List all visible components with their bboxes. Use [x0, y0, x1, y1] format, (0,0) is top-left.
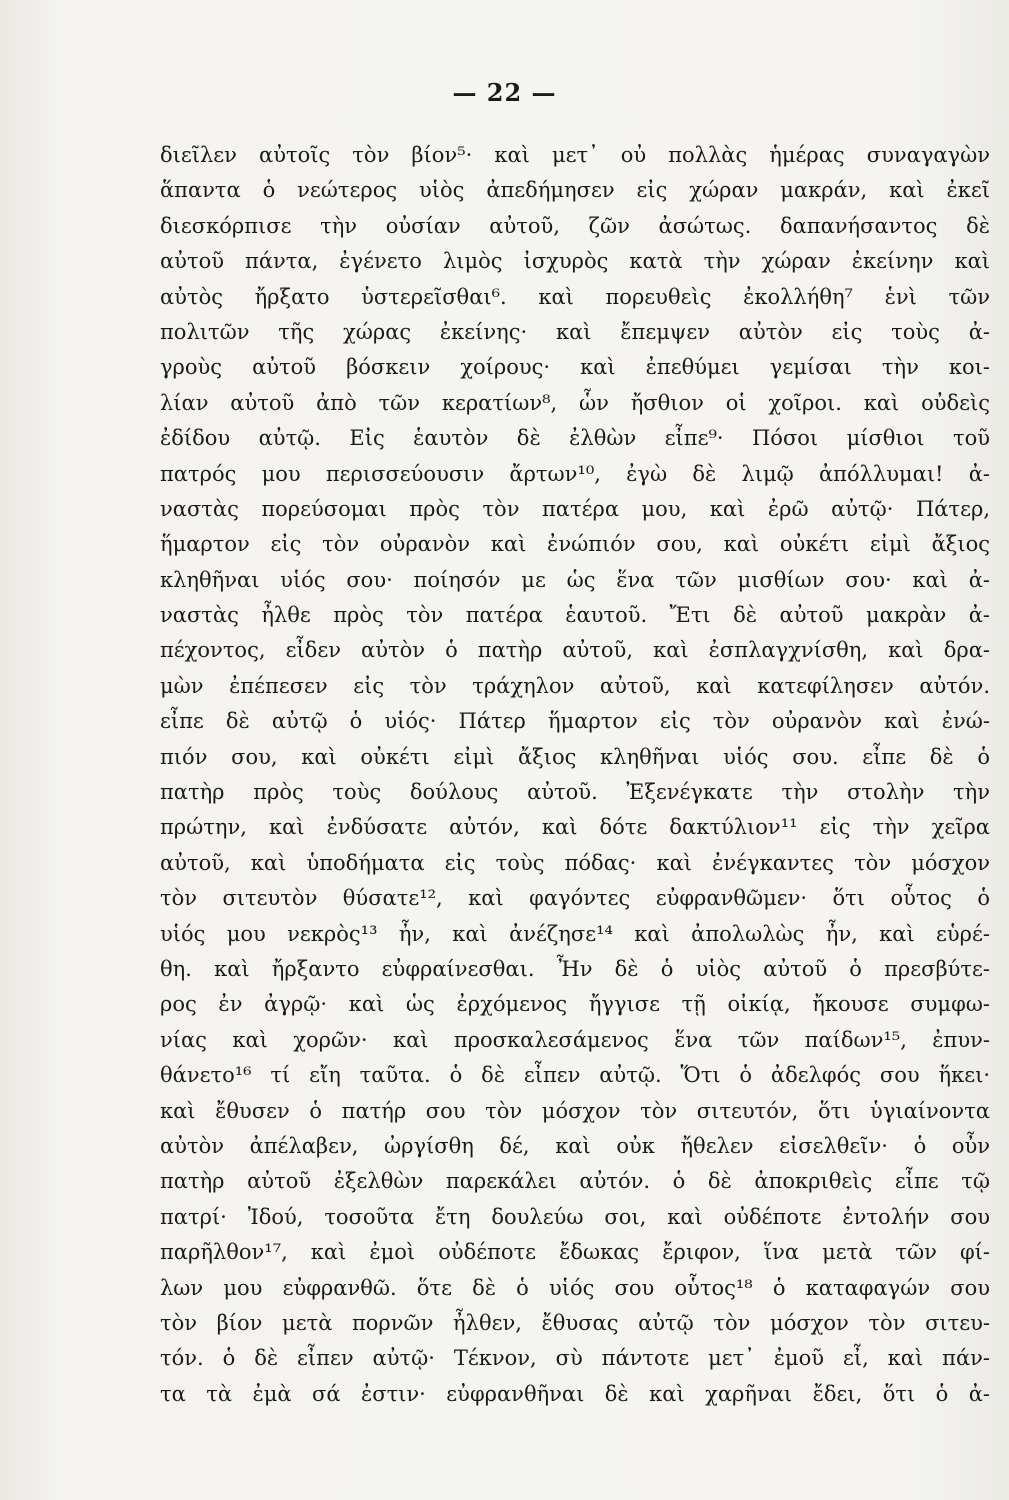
text-line: αὐτὸς ἤρξατο ὑστερεῖσθαι⁶. καὶ πορευθεὶς ἐκολλήθη⁷ ἑνὶ τῶν	[160, 284, 990, 309]
text-line: ἥμαρτον εἰς τὸν οὐρανὸν καὶ ἐνώπιόν σου, καὶ οὐκέτι εἰμὶ ἄξιος	[160, 532, 990, 557]
text-line: λων μου εὐφρανθῶ. ὅτε δὲ ὁ υἱός σου οὗτος¹⁸ ὁ καταφαγών σου	[160, 1275, 990, 1300]
text-line: πιόν σου, καὶ οὐκέτι εἰμὶ ἄξιος κληθῆναι υἱός σου. εἶπε δὲ ὁ	[160, 744, 990, 769]
text-line: υἱός μου νεκρὸς¹³ ἦν, καὶ ἀνέζησε¹⁴ καὶ ἀπολωλὼς ἦν, καὶ εὑρέ-	[160, 921, 990, 946]
text-line: τόν. ὁ δὲ εἶπεν αὐτῷ· Τέκνον, σὺ πάντοτε μετ᾽ ἐμοῦ εἶ, καὶ πάν-	[160, 1346, 990, 1371]
text-line: τὸν βίον μετὰ πορνῶν ἦλθεν, ἔθυσας αὐτῷ τὸν μόσχον τὸν σιτευ-	[160, 1310, 990, 1335]
text-line: πρώτην, καὶ ἐνδύσατε αὐτόν, καὶ δότε δακτύλιον¹¹ εἰς τὴν χεῖρα	[160, 815, 990, 840]
text-line: πατὴρ αὐτοῦ ἐξελθὼν παρεκάλει αὐτόν. ὁ δὲ ἀποκριθεὶς εἶπε τῷ	[160, 1169, 990, 1194]
text-line: τὸν σιτευτὸν θύσατε¹², καὶ φαγόντες εὐφρανθῶμεν· ὅτι οὗτος ὁ	[160, 886, 990, 911]
text-line: αὐτοῦ πάντα, ἐγένετο λιμὸς ἰσχυρὸς κατὰ τὴν χώραν ἐκείνην καὶ	[160, 249, 990, 274]
text-line: πατρός μου περισσεύουσιν ἄρτων¹⁰, ἐγὼ δὲ λιμῷ ἀπόλλυμαι! ἀ-	[160, 461, 990, 486]
text-line: ναστὰς ἦλθε πρὸς τὸν πατέρα ἑαυτοῦ. Ἔτι δὲ αὐτοῦ μακρὰν ἀ-	[160, 603, 990, 628]
text-line: αὐτὸν ἀπέλαβεν, ὠργίσθη δέ, καὶ οὐκ ἤθελεν εἰσελθεῖν· ὁ οὖν	[160, 1133, 990, 1158]
body-text	[160, 138, 990, 1412]
text-line: καὶ ἔθυσεν ὁ πατήρ σου τὸν μόσχον τὸν σιτευτόν, ὅτι ὑγιαίνοντα	[160, 1098, 990, 1123]
text-line: ναστὰς πορεύσομαι πρὸς τὸν πατέρα μου, καὶ ἐρῶ αὐτῷ· Πάτερ,	[160, 496, 990, 521]
text-line: διεσκόρπισε τὴν οὐσίαν αὐτοῦ, ζῶν ἀσώτως. δαπανήσαντος δὲ	[160, 213, 990, 238]
text-line: παρῆλθον¹⁷, καὶ ἐμοὶ οὐδέποτε ἔδωκας ἔριφον, ἵνα μετὰ τῶν φί-	[160, 1240, 990, 1265]
text-line: μὼν ἐπέπεσεν εἰς τὸν τράχηλον αὐτοῦ, καὶ κατεφίλησεν αὐτόν.	[160, 673, 990, 698]
text-line: λίαν αὐτοῦ ἀπὸ τῶν κερατίων⁸, ὧν ἤσθιον οἱ χοῖροι. καὶ οὐδεὶς	[160, 390, 990, 415]
text-line: πέχοντος, εἶδεν αὐτὸν ὁ πατὴρ αὐτοῦ, καὶ ἐσπλαγχνίσθη, καὶ δρα-	[160, 638, 990, 663]
text-line: πατὴρ πρὸς τοὺς δούλους αὐτοῦ. Ἐξενέγκατε τὴν στολὴν τὴν	[160, 780, 990, 805]
text-line: γροὺς αὐτοῦ βόσκειν χοίρους· καὶ ἐπεθύμει γεμίσαι τὴν κοι-	[160, 355, 990, 380]
text-line: ἅπαντα ὁ νεώτερος υἱὸς ἀπεδήμησεν εἰς χώραν μακράν, καὶ ἐκεῖ	[160, 178, 990, 203]
text-line: ἐδίδου αὐτῷ. Εἰς ἑαυτὸν δὲ ἐλθὼν εἶπε⁹· Πόσοι μίσθιοι τοῦ	[160, 426, 990, 451]
text-line: αὐτοῦ, καὶ ὑποδήματα εἰς τοὺς πόδας· καὶ ἐνέγκαντες τὸν μόσχον	[160, 850, 990, 875]
text-line: ρος ἐν ἀγρῷ· καὶ ὡς ἐρχόμενος ἤγγισε τῇ οἰκίᾳ, ἤκουσε συμφω-	[160, 992, 990, 1017]
text-line: διεῖλεν αὐτοῖς τὸν βίον⁵· καὶ μετ᾽ οὐ πολλὰς ἡμέρας συναγαγὼν	[160, 143, 990, 167]
text-line: πατρί· Ἰδού, τοσοῦτα ἔτη δουλεύω σοι, καὶ οὐδέποτε ἐντολήν σου	[160, 1204, 990, 1229]
text-line: θη. καὶ ἤρξαντο εὐφραίνεσθαι. Ἦν δὲ ὁ υἱὸς αὐτοῦ ὁ πρεσβύτε-	[160, 956, 990, 981]
text-line: κληθῆναι υἱός σου· ποίησόν με ὡς ἕνα τῶν μισθίων σου· καὶ ἀ-	[160, 567, 990, 592]
text-line: πολιτῶν τῆς χώρας ἐκείνης· καὶ ἔπεμψεν αὐτὸν εἰς τοὺς ἀ-	[160, 319, 990, 344]
text-line: τα τὰ ἐμὰ σά ἐστιν· εὐφρανθῆναι δὲ καὶ χαρῆναι ἔδει, ὅτι ὁ ἀ-	[160, 1381, 990, 1406]
text-line: θάνετο¹⁶ τί εἴη ταῦτα. ὁ δὲ εἶπεν αὐτῷ. Ὅτι ὁ ἀδελφός σου ἥκει·	[160, 1063, 990, 1088]
text-line: νίας καὶ χορῶν· καὶ προσκαλεσάμενος ἕνα τῶν παίδων¹⁵, ἐπυν-	[160, 1027, 990, 1052]
page-number: — 22 —	[452, 78, 557, 107]
text-line: εἶπε δὲ αὐτῷ ὁ υἱός· Πάτερ ἥμαρτον εἰς τὸν οὐρανὸν καὶ ἐνώ-	[160, 709, 990, 734]
